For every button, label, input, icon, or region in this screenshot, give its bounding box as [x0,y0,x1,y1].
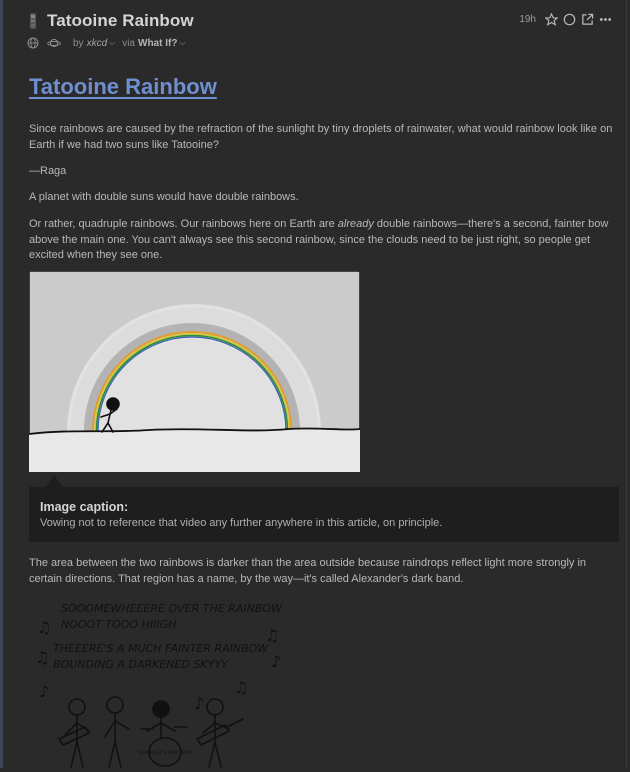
external-link-icon[interactable] [581,13,594,26]
item-age: 19h [519,14,536,25]
feed-icon [27,12,39,30]
item-meta [27,37,186,49]
drum-label: ALEXANDER'S DARK BAND [138,750,192,755]
more-icon[interactable] [599,13,612,26]
comic-double-rainbow-image [29,271,360,472]
chevron-down-icon[interactable]: ⌵ [179,38,186,47]
article-header [23,8,616,58]
lyric-line-3: THEEERE'S A MUCH FAINTER RAINBOW [53,642,269,655]
caption-title: Image caption: [40,500,129,514]
lyric-line-2: NOOOT TOOO HIIIGH [61,618,177,631]
article-title-link[interactable]: Tatooine Rainbow [29,74,217,99]
band-figures [59,697,243,767]
paragraph-text: double rainbows—there's a second, fainter bow above the main one. You can't always see this second rainbow, since the clouds need to be just right, so people get excited when they see one. [29,218,609,261]
paragraph-quadruple-rainbows [29,217,615,264]
music-note-icon: ♫ [234,678,249,697]
lyric-line-4: BOUNDING A DARKENED SKYYY [53,658,228,671]
music-note-icon: ♫ [37,618,52,637]
star-icon[interactable] [545,13,558,26]
planet-icon [47,37,61,49]
music-note-icon: ♫ [35,648,50,667]
caption-pointer [45,475,63,487]
paragraph-text: Or rather, quadruple rainbows. Our rainbows here on Earth are [29,218,338,230]
lyric-line-1: SOOOMEWHEEERE OVER THE RAINBOW [61,602,282,615]
music-note-icon: ♪ [194,694,205,713]
item-actions [519,13,612,26]
comic-singing-band-image [29,597,309,772]
article-body [29,72,615,755]
image-caption-box [29,487,619,542]
source-link[interactable]: What If? [138,37,178,49]
feed-item-title[interactable]: Tatooine Rainbow [47,11,194,30]
music-note-icon: ♫ [265,626,280,645]
chevron-down-icon[interactable]: ⌵ [109,38,116,47]
paragraph-dark-band: The area between the two rainbows is darker than the area outside because raindrops reflect light more strongly in certain directions. That region has a name, by the way—it's called Alexander's dark band. [29,557,587,585]
author-link[interactable]: xkcd [86,37,108,49]
circle-icon[interactable] [563,13,576,26]
by-label: by [73,37,84,49]
music-note-icon: ♪ [271,652,282,671]
music-note-icon: ♪ [39,682,50,701]
emphasis-text: already [337,218,374,230]
question-paragraph: Since rainbows are caused by the refraction of the sunlight by tiny droplets of rainwater, what would rainbow look like on Earth if we had two suns like Tatooine? [29,123,613,151]
globe-icon[interactable] [27,37,39,49]
question-attribution: —Raga [29,165,67,177]
caption-text: Vowing not to reference that video any further anywhere in this article, on principle. [40,517,443,529]
via-label: via [122,37,135,49]
paragraph-double-suns: A planet with double suns would have double rainbows. [29,191,299,203]
